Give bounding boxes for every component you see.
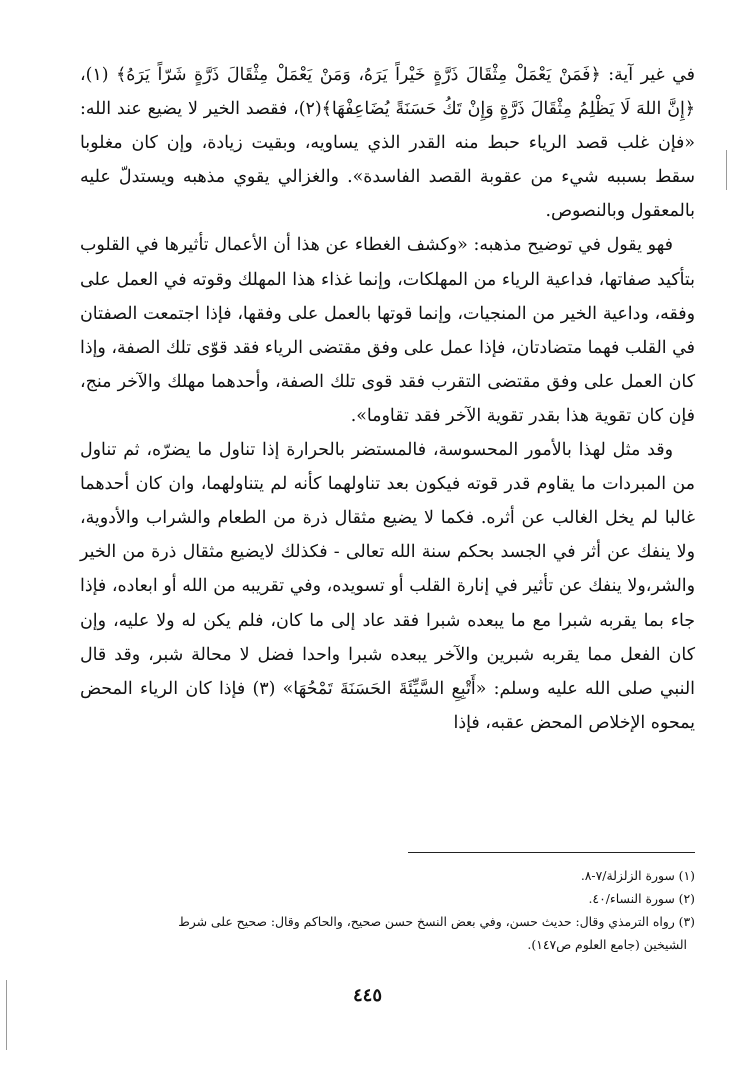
- scan-edge-mark: [6, 980, 7, 1050]
- paragraph-1: في غير آية: ﴿فَمَنْ يَعْمَلْ مِثْقَالَ ذَرَّةٍ خَيْراً يَرَهُ، وَمَنْ يَعْمَلْ مِثْقَالَ ذَرَّةٍ شَرّاً يَرَهُ﴾ (١)، ﴿إِنَّ اللهَ لَا يَظْلِمُ مِثْقَالَ ذَرَّةٍ وَإِنْ تَكُ حَسَنَةً يُضَاعِفْهَا﴾(٢)، فقصد الخير لا يضيع عند الله: «فإن غلب قصد الرياء حبط منه القدر الذي يساويه، وبقيت زيادة، وإن كان مغلوبا سقط بسببه شيء من عقوبة القصد الفاسدة». والغزالي يقوي مذهبه ويستدلّ عليه بالمعقول وبالنصوص.: [80, 65, 695, 222]
- footnote-2: (٢) سورة النساء/٤٠.: [588, 891, 695, 906]
- paragraph-3: وقد مثل لهذا بالأمور المحسوسة، فالمستضر بالحرارة إذا تناول ما يضرّه، ثم تناول من المبردات ما يقاوم قدر قوته فيكون بعد تناولهما كأنه لم يتناولهما، وان كان أحدهما غالبا لم يخل الغالب عن أثره. فكما لا يضيع مثقال ذرة من الطعام والشراب والأدوية، ولا ينفك عن أثر في الجسد بحكم سنة الله تعالى - فكذلك لايضيع مثقال ذرة من الخير والشر،ولا ينفك عن تأثير في إنارة القلب أو تسويده، وفي تقريبه من الله أو ابعاده، فإذا جاء بما يقربه شبرا مع ما يبعده شبرا فقد عاد إلى ما كان، فلم يكن له ولا عليه، وإن كان الفعل مما يقربه شبرين والآخر يبعده شبرا واحدا فضل لا محالة شبر، وقد قال النبي صلى الله عليه وسلم: «أَتْبِعِ السَّيِّئَةَ الحَسَنَةَ تَمْحُهَا» (٣) فإذا كان الرياء المحض يمحوه الإخلاص المحض عقبه، فإذا: [80, 440, 695, 733]
- footnote-3: (٣) رواه الترمذي وقال: حديث حسن، وفي بعض النسخ حسن صحيح، والحاكم وقال: صحيح على شرط: [178, 914, 695, 929]
- footnote-separator: [408, 852, 695, 853]
- footnote-1: (١) سورة الزلزلة/٧-٨.: [580, 868, 695, 883]
- paragraph-2: فهو يقول في توضيح مذهبه: «وكشف الغطاء عن هذا أن الأعمال تأثيرها في القلوب بتأكيد صفاتها، فداعية الرياء من المهلكات، وإنما غذاء هذا المهلك وقوته في العمل على وفقه، وداعية الخير من المنجيات، وإنما قوتها بالعمل على وفقها، فإذا اجتمعت الصفتان في القلب فهما متضادتان، فإذا عمل على وفق مقتضى الرياء فقد قوّى تلك الصفة، وإذا كان العمل على وفق مقتضى التقرب فقد قوى تلك الصفة، وأحدهما مهلك والآخر منج، فإن كان تقوية هذا بقدر تقوية الآخر فقد تقاوما».: [80, 235, 695, 426]
- page-number: ٤٤٥: [352, 985, 382, 1006]
- main-text: [80, 58, 695, 740]
- footnote-3-continued: الشيخين (جامع العلوم ص١٤٧).: [527, 937, 687, 952]
- footnotes: [80, 864, 695, 956]
- scan-edge-mark: [726, 150, 727, 190]
